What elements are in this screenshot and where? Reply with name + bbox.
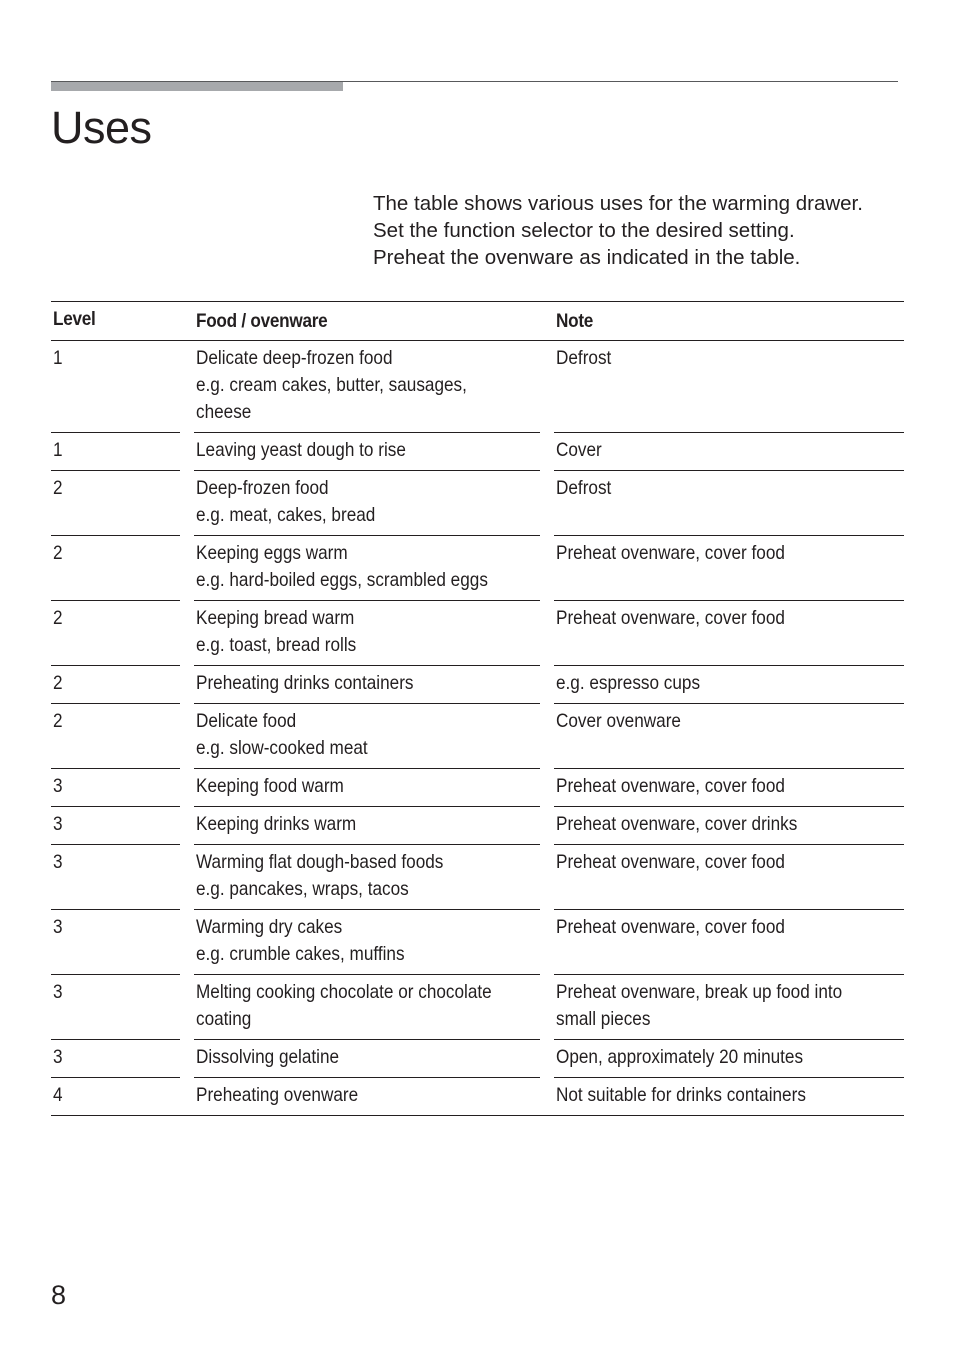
cell-note: Cover ovenware (554, 704, 904, 769)
cell-note: e.g. espresso cups (554, 666, 904, 704)
cell-note: Open, approximately 20 minutes (554, 1040, 904, 1078)
cell-food: Preheating ovenware (196, 1084, 359, 1106)
table-row (51, 471, 904, 536)
table-row (51, 769, 904, 807)
uses-table (51, 301, 904, 1116)
cell-food: Leaving yeast dough to rise (194, 433, 540, 471)
cell-level: 4 (53, 1084, 63, 1106)
cell-level: 3 (51, 807, 180, 845)
cell-food: Keeping drinks warm (194, 807, 540, 845)
table-row (51, 433, 904, 471)
table-row (51, 601, 904, 666)
cell-food: Preheating drinks containers (194, 666, 540, 704)
table-row (51, 666, 904, 704)
cell-note: Preheat ovenware, cover food (554, 601, 904, 666)
intro-line: Preheat the ovenware as indicated in the table. (373, 246, 801, 269)
table-row (51, 341, 904, 433)
table-row (51, 975, 904, 1040)
table-header-row (51, 302, 904, 341)
intro-text (373, 190, 913, 271)
column-header-food: Food / ovenware (196, 310, 328, 332)
cell-food: Dissolving gelatine (194, 1040, 540, 1078)
cell-note: Preheat ovenware, cover food (554, 845, 904, 910)
cell-note: Preheat ovenware, break up food into small pieces (554, 975, 904, 1040)
intro-line: The table shows various uses for the warming drawer. (373, 192, 863, 215)
table-row (51, 536, 904, 601)
cell-level: 3 (51, 975, 180, 1040)
cell-note: Cover (554, 433, 904, 471)
cell-food: Keeping food warm (194, 769, 540, 807)
cell-food: Warming flat dough-based foods e.g. pancakes, wraps, tacos (194, 845, 540, 910)
cell-note: Preheat ovenware, cover drinks (554, 807, 904, 845)
cell-food: Keeping bread warm e.g. toast, bread rolls (194, 601, 540, 666)
table-row (51, 1040, 904, 1078)
cell-level: 3 (51, 845, 180, 910)
cell-note: Not suitable for drinks containers (556, 1084, 806, 1106)
cell-food: Keeping eggs warm e.g. hard-boiled eggs, scrambled eggs (194, 536, 540, 601)
column-header-note: Note (556, 310, 594, 332)
header-accent-bar (51, 82, 343, 91)
table-row (51, 910, 904, 975)
cell-note: Defrost (554, 471, 904, 536)
cell-level: 1 (51, 433, 180, 471)
cell-note: Preheat ovenware, cover food (554, 910, 904, 975)
cell-note: Defrost (554, 341, 904, 433)
cell-note: Preheat ovenware, cover food (554, 769, 904, 807)
page-number: 8 (51, 1280, 67, 1310)
cell-level: 1 (51, 341, 180, 433)
page-title: Uses (51, 102, 152, 153)
intro-line: Set the function selector to the desired setting. (373, 219, 795, 242)
cell-food: Warming dry cakes e.g. crumble cakes, muffins (194, 910, 540, 975)
table-row (51, 807, 904, 845)
column-header-level: Level (53, 308, 96, 330)
cell-food: Deep-frozen food e.g. meat, cakes, bread (194, 471, 540, 536)
cell-level: 3 (51, 769, 180, 807)
cell-food: Delicate food e.g. slow-cooked meat (194, 704, 540, 769)
cell-level: 2 (51, 471, 180, 536)
cell-note: Preheat ovenware, cover food (554, 536, 904, 601)
cell-level: 2 (51, 536, 180, 601)
table-body (51, 341, 904, 1116)
cell-level: 3 (51, 910, 180, 975)
cell-food: Melting cooking chocolate or chocolate coating (194, 975, 540, 1040)
table-row (51, 845, 904, 910)
cell-level: 3 (51, 1040, 180, 1078)
table-row (51, 1078, 904, 1116)
cell-level: 2 (51, 704, 180, 769)
cell-level: 2 (51, 666, 180, 704)
cell-level: 2 (51, 601, 180, 666)
table-row (51, 704, 904, 769)
cell-food: Delicate deep-frozen food e.g. cream cakes, butter, sausages, cheese (194, 341, 540, 433)
